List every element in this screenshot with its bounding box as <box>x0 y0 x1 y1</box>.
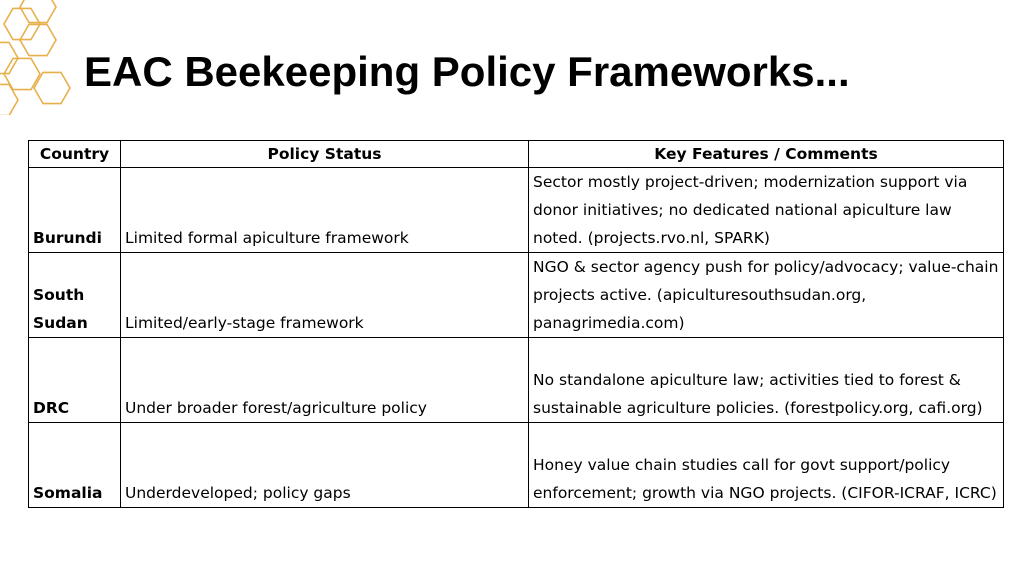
slide-title: EAC Beekeeping Policy Frameworks... <box>84 48 850 95</box>
honeycomb-icon <box>0 0 80 115</box>
comments-cell: Sector mostly project-driven; modernization support via donor initiatives; no dedicated national apiculture law noted. (projects.rvo.nl, SPARK) <box>529 168 1004 253</box>
header-policy-status: Policy Status <box>121 141 529 168</box>
comments-cell: Honey value chain studies call for govt support/policy enforcement; growth via NGO projects. (CIFOR-ICRAF, ICRC) <box>529 423 1004 508</box>
policy-status-cell: Underdeveloped; policy gaps <box>121 423 529 508</box>
country-cell: Burundi <box>29 168 121 253</box>
table-row <box>29 168 1004 253</box>
table-row <box>29 253 1004 338</box>
comments-cell: No standalone apiculture law; activities tied to forest & sustainable agriculture policies. (forestpolicy.org, cafi.org) <box>529 338 1004 423</box>
country-cell: Somalia <box>29 423 121 508</box>
comments-cell: NGO & sector agency push for policy/advocacy; value-chain projects active. (apiculturesouthsudan.org, panagrimedia.com) <box>529 253 1004 338</box>
header-country: Country <box>29 141 121 168</box>
policy-status-cell: Limited/early-stage framework <box>121 253 529 338</box>
table-header-row <box>29 141 1004 168</box>
policy-status-cell: Limited formal apiculture framework <box>121 168 529 253</box>
policy-table <box>28 140 1004 508</box>
country-cell: South Sudan <box>29 253 121 338</box>
table-row <box>29 338 1004 423</box>
header-key-features: Key Features / Comments <box>529 141 1004 168</box>
table-row <box>29 423 1004 508</box>
hexagon-shape <box>34 72 70 103</box>
policy-status-cell: Under broader forest/agriculture policy <box>121 338 529 423</box>
country-cell: DRC <box>29 338 121 423</box>
